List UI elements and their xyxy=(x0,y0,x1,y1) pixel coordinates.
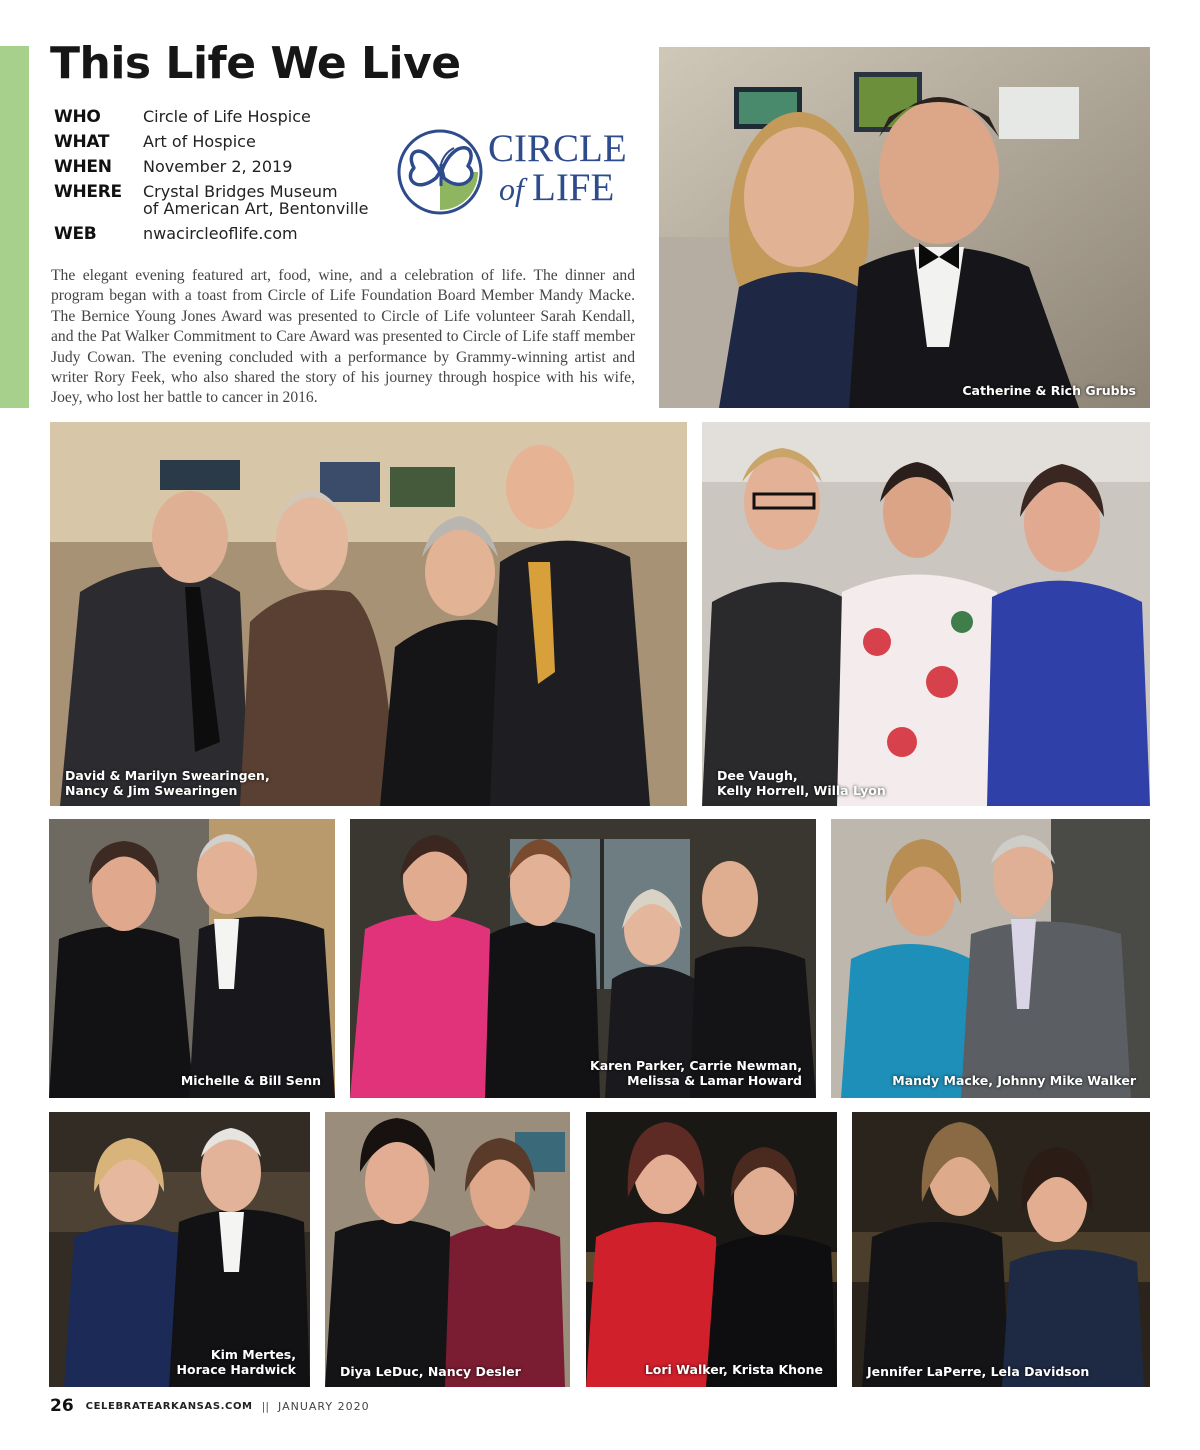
photo-caption: Diya LeDuc, Nancy Desler xyxy=(340,1364,521,1379)
fact-value-what: Art of Hospice xyxy=(143,132,256,151)
photo-vaugh-horrell-lyon[interactable] xyxy=(702,422,1150,806)
footer-separator: || xyxy=(261,1399,270,1413)
photo-caption: Karen Parker, Carrie Newman, Melissa & Lamar Howard xyxy=(590,1058,802,1088)
page-title: This Life We Live xyxy=(50,38,461,89)
article-body: The elegant evening featured art, food, wine, and a celebration of life. The dinner and program began with a toast from Circle of Life Foundation Board Member Mandy Macke. The Bernice Young Jones Award was presented to Circle of Life volunteer Sarah Kendall, and the Pat Walker Commitment to Care Award was presented to Circle of Life staff member Judy Cowan. The evening concluded with a performance by Grammy-winning artist and writer Rory Feek, who also shared the story of his journey through hospice with his wife, Joey, who lost her battle to cancer in 2016. xyxy=(51,267,635,407)
photo-mertes-hardwick[interactable] xyxy=(49,1112,310,1387)
fact-where xyxy=(54,183,394,217)
page-number: 26 xyxy=(50,1396,74,1416)
fact-label-who: WHO xyxy=(54,107,101,127)
fact-web xyxy=(54,225,394,244)
fact-label-what: WHAT xyxy=(54,132,110,152)
fact-who xyxy=(54,108,394,127)
issue-date: JANUARY 2020 xyxy=(278,1399,370,1413)
fact-value-when: November 2, 2019 xyxy=(143,157,293,176)
event-facts xyxy=(54,108,394,250)
photo-caption: Mandy Macke, Johnny Mike Walker xyxy=(892,1073,1136,1088)
photo-caption: Jennifer LaPerre, Lela Davidson xyxy=(867,1364,1090,1379)
photo-laperre-davidson[interactable] xyxy=(852,1112,1150,1387)
photo-caption: Catherine & Rich Grubbs xyxy=(962,383,1136,398)
fact-label-when: WHEN xyxy=(54,157,112,177)
section-color-tab xyxy=(0,46,29,408)
site-name[interactable]: CELEBRATEARKANSAS.COM xyxy=(85,1400,253,1412)
photo-caption: Michelle & Bill Senn xyxy=(180,1073,321,1088)
photo-michelle-bill-senn[interactable] xyxy=(49,819,335,1098)
photo-caption: Dee Vaugh, Kelly Horrell, Willa Lyon xyxy=(717,768,886,798)
logo-word-life: LIFE xyxy=(532,166,615,209)
fact-label-where: WHERE xyxy=(54,182,122,202)
fact-value-where: Crystal Bridges Museum of American Art, Bentonville xyxy=(143,182,369,218)
photo-caption: David & Marilyn Swearingen, Nancy & Jim Swearingen xyxy=(65,768,270,798)
photo-leduc-desler[interactable] xyxy=(325,1112,570,1387)
fact-what xyxy=(54,133,394,152)
logo-word-of: of xyxy=(499,171,524,207)
photo-swearingen-group[interactable] xyxy=(50,422,687,806)
photo-caption: Kim Mertes, Horace Hardwick xyxy=(176,1347,296,1377)
circle-of-life-logo xyxy=(396,120,636,220)
fact-label-web: WEB xyxy=(54,224,97,244)
fact-when xyxy=(54,158,394,177)
photo-caption: Lori Walker, Krista Khone xyxy=(644,1362,823,1377)
photo-catherine-rich-grubbs[interactable] xyxy=(659,47,1150,408)
logo-word-circle: CIRCLE xyxy=(488,127,627,170)
photo-parker-newman-howard[interactable] xyxy=(350,819,816,1098)
photo-walker-khone[interactable] xyxy=(586,1112,837,1387)
fact-value-who: Circle of Life Hospice xyxy=(143,107,311,126)
page-footer xyxy=(50,1396,370,1416)
photo-macke-walker[interactable] xyxy=(831,819,1150,1098)
fact-value-web[interactable]: nwacircleoflife.com xyxy=(143,224,298,243)
